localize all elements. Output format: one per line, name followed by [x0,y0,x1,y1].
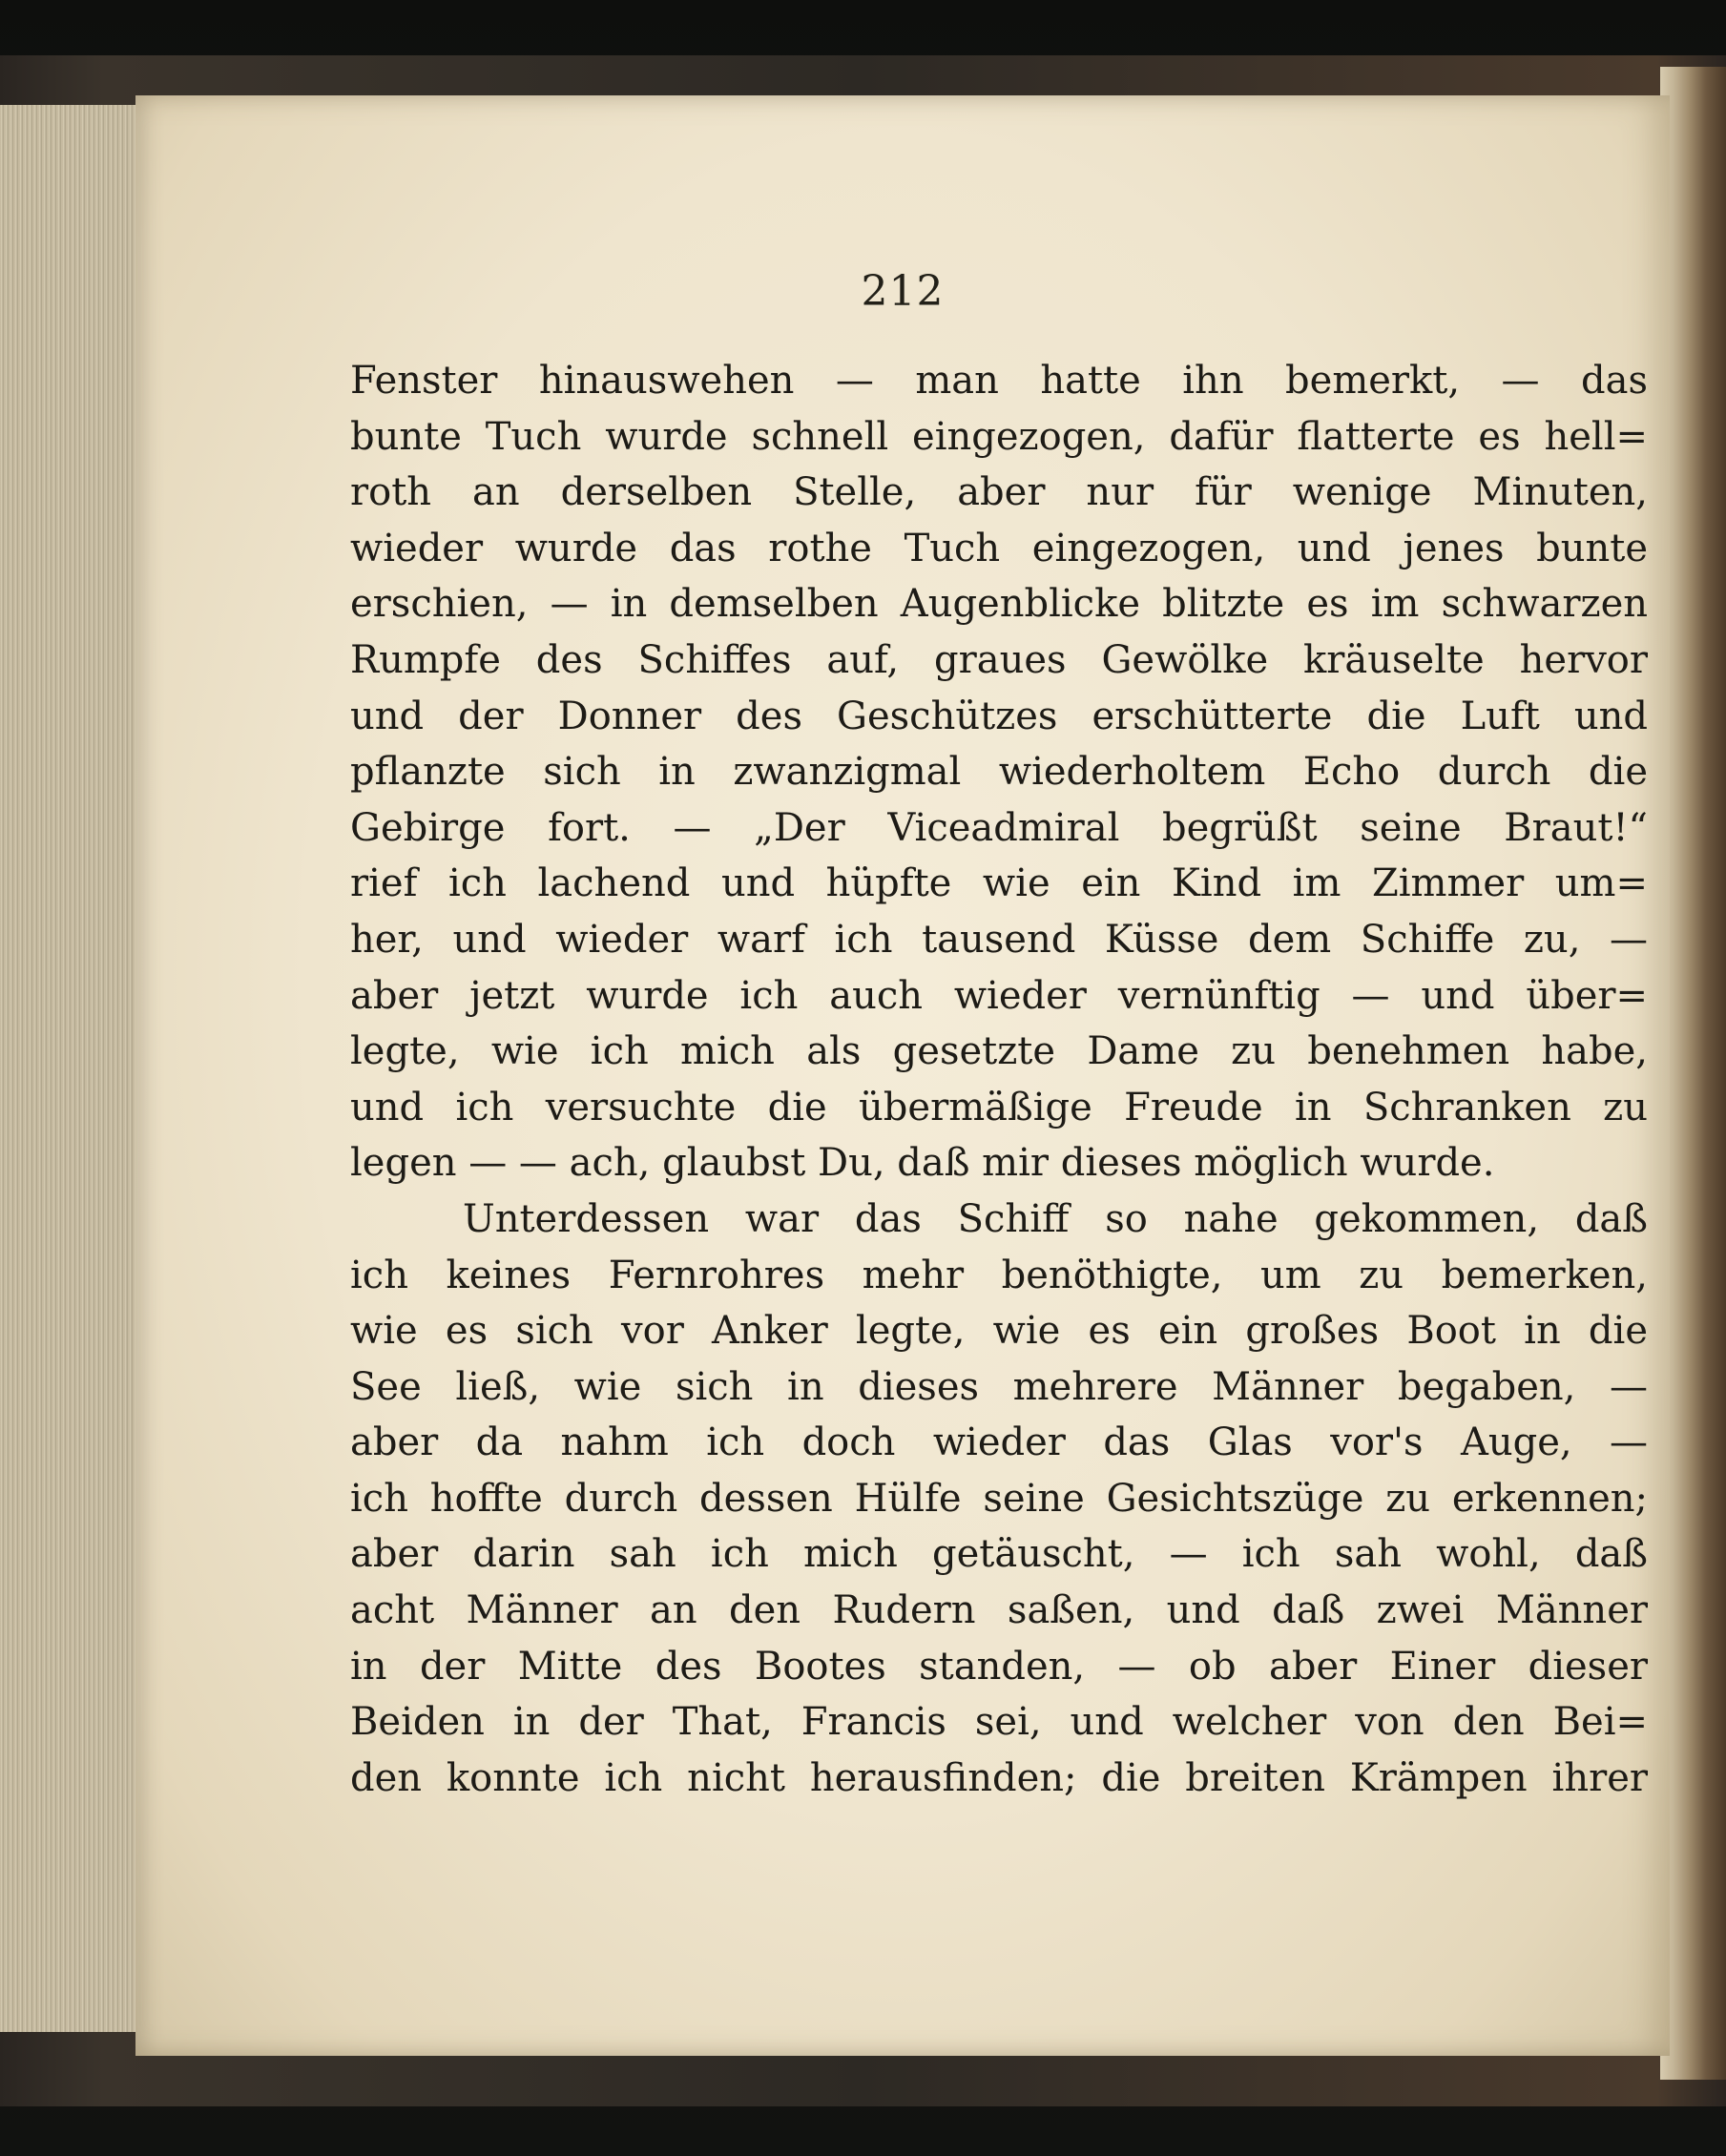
text-line: den konnte ich nicht herausfinden; die breiten Krämpen ihrer [350,1755,1648,1800]
text-line: und ich versuchte die übermäßige Freude in Schranken zu [350,1085,1648,1130]
text-line: See ließ, wie sich in dieses mehrere Männer begaben, — [350,1364,1648,1409]
text-line: wieder wurde das rothe Tuch eingezogen, und jenes bunte [350,526,1648,570]
text-line: aber darin sah ich mich getäuscht, — ich sah wohl, daß [350,1532,1648,1577]
text-line: legte, wie ich mich als gesetzte Dame zu benehmen habe, [350,1029,1648,1074]
text-line: ich keines Fernrohres mehr benöthigte, um zu bemerken, [350,1253,1648,1297]
body-text [350,353,1648,1806]
text-line: wie es sich vor Anker legte, wie es ein großes Boot in die [350,1309,1648,1354]
text-line: her, und wieder warf ich tausend Küsse dem Schiffe zu, — [350,917,1648,962]
text-line: bunte Tuch wurde schnell eingezogen, dafür flatterte es hell= [350,414,1648,459]
book-page [135,95,1670,2056]
text-line: pflanzte sich in zwanzigmal wiederholtem Echo durch die [350,750,1648,795]
text-line: erschien, — in demselben Augenblicke blitzte es im schwarzen [350,582,1648,627]
text-line: Unterdessen war das Schiff so nahe gekommen, daß [463,1196,1648,1241]
page-edges-left [0,105,137,2032]
text-line: aber jetzt wurde ich auch wieder vernünftig — und über= [350,973,1648,1018]
text-line: aber da nahm ich doch wieder das Glas vor's Auge, — [350,1420,1648,1465]
page-edges-right [1660,67,1726,2080]
text-line: Gebirge fort. — „Der Viceadmiral begrüßt seine Braut!“ [350,805,1648,850]
text-line: Rumpfe des Schiffes auf, graues Gewölke kräuselte hervor [350,637,1648,682]
page-number: 212 [861,267,945,316]
text-line: in der Mitte des Bootes standen, — ob aber Einer dieser [350,1644,1648,1689]
text-line: Beiden in der That, Francis sei, und welcher von den Bei= [350,1700,1648,1745]
text-line: roth an derselben Stelle, aber nur für wenige Minuten, [350,470,1648,515]
text-line: acht Männer an den Rudern saßen, und daß zwei Männer [350,1588,1648,1633]
text-line: ich hoffte durch dessen Hülfe seine Gesichtszüge zu erkennen; [350,1476,1648,1521]
text-line: Fenster hinauswehen — man hatte ihn bemerkt, — das [350,359,1648,403]
text-line: rief ich lachend und hüpfte wie ein Kind im Zimmer um= [350,861,1648,906]
text-line: und der Donner des Geschützes erschütterte die Luft und [350,694,1648,738]
text-line: legen — — ach, glaubst Du, daß mir dieses möglich wurde. [350,1141,1495,1186]
